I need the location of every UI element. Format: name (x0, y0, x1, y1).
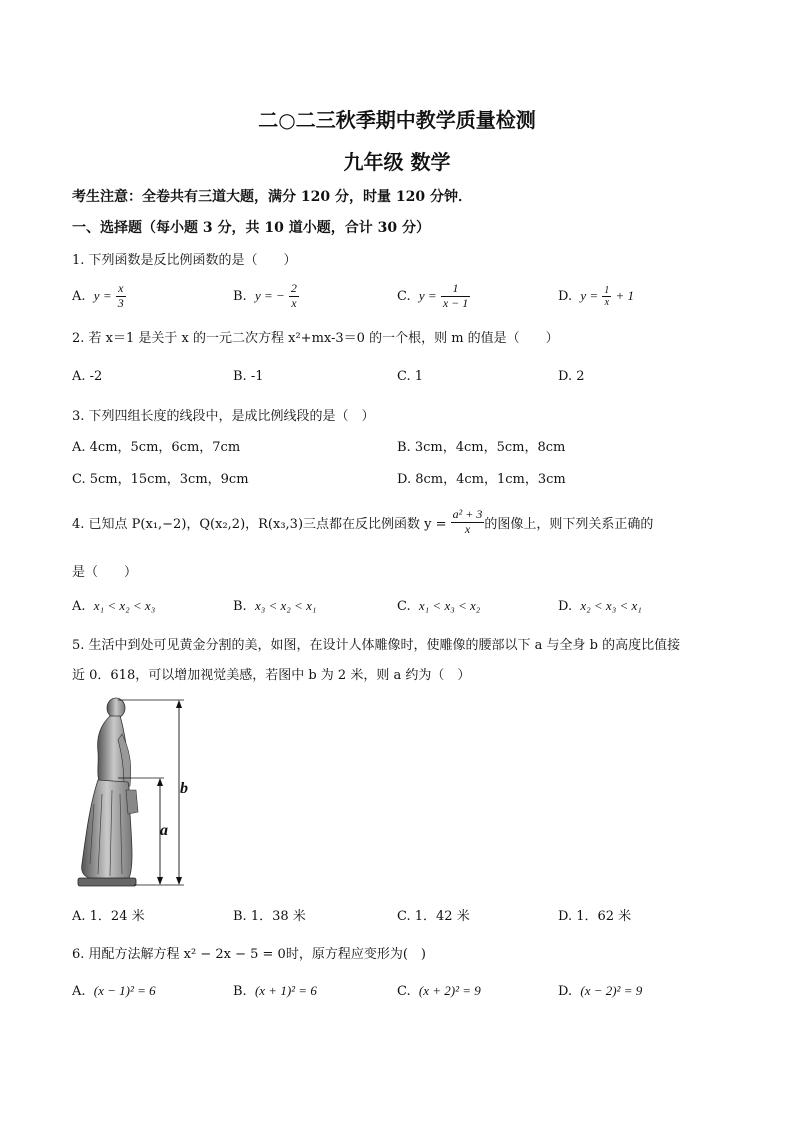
q6-option-d (558, 983, 642, 999)
section-heading: 一、选择题（每小题 3 分，共 10 道小题，合计 30 分） (72, 220, 430, 236)
q3-option-a: A. 4cm，5cm，6cm，7cm (72, 440, 241, 455)
exam-title: 二○二三秋季期中教学质量检测 (258, 108, 536, 132)
q2-option-d: D. 2 (558, 369, 585, 384)
math-rhs: + 1 (615, 288, 634, 303)
q4-option-d (558, 598, 642, 614)
frac-num: 1 (441, 282, 470, 296)
math-expr: (x + 1)² = 6 (254, 983, 317, 998)
q1-option-c (397, 276, 470, 316)
q6-option-a (72, 983, 156, 999)
frac-num: a² + 3 (452, 507, 483, 522)
question-3-stem: 3. 下列四组长度的线段中，是成比例线段的是（ ） (72, 409, 375, 424)
q2-option-c: C. 1 (397, 369, 424, 384)
statue-figure (72, 694, 202, 892)
q4-stem-part1: 4. 已知点 P(x₁,−2)，Q(x₂,2)，R(x₃,3)三点都在反比例函数 y = (72, 516, 447, 532)
q2-option-b: B. -1 (233, 369, 264, 384)
q1-option-d (558, 276, 634, 316)
q3-option-c: C. 5cm，15cm，3cm，9cm (72, 472, 249, 487)
q5-option-d: D. 1．62 米 (558, 909, 632, 924)
frac-num: x (116, 282, 126, 296)
option-label: A. (72, 599, 86, 614)
math-expr: x₁ < x₃ < x₂ (418, 598, 481, 613)
frac-den: x − 1 (442, 295, 469, 310)
math-lhs: y = − (254, 288, 285, 303)
option-label: D. (558, 288, 573, 304)
option-label: B. (233, 288, 247, 304)
option-label: C. (397, 984, 411, 999)
option-label: C. (397, 599, 411, 614)
question-6-stem: 6. 用配方法解方程 x² − 2x − 5 = 0时，原方程应变形为( ) (72, 947, 426, 962)
math-expr: (x − 1)² = 6 (93, 983, 156, 998)
exam-notice: 考生注意：全卷共有三道大题，满分 120 分，时量 120 分钟． (72, 189, 472, 205)
math-lhs: y = (418, 288, 437, 303)
math-expr: (x + 2)² = 9 (418, 983, 481, 998)
option-label: B. (233, 984, 247, 999)
q4-option-a (72, 598, 155, 614)
math-expr: x₃ < x₂ < x₁ (254, 598, 317, 613)
frac-num: 2 (290, 281, 297, 296)
q5-option-a: A. 1．24 米 (72, 909, 145, 924)
label-a: a (160, 822, 168, 839)
q4-option-c (397, 598, 480, 614)
q5-option-b: B. 1．38 米 (233, 909, 306, 924)
question-5-stem-line1: 5. 生活中到处可见黄金分割的美，如图，在设计人体雕像时，使雕像的腰部以下 a 与全身 b 的高度比值接 (72, 638, 681, 653)
q5-option-c: C. 1．42 米 (397, 909, 470, 924)
frac-den: x (464, 521, 471, 536)
q2-option-a: A. -2 (72, 369, 103, 384)
q6-option-c (397, 983, 481, 999)
math-lhs: y = (93, 288, 112, 303)
exam-subtitle: 九年级 数学 (343, 150, 451, 174)
option-label: A. (72, 984, 86, 999)
math-expr: x₂ < x₃ < x₁ (580, 598, 642, 613)
q4-option-b (233, 598, 316, 614)
math-expr: x₁ < x₂ < x₃ (93, 598, 156, 613)
q1-option-a (72, 276, 126, 316)
label-b: b (180, 780, 188, 797)
question-2-stem: 2. 若 x＝1 是关于 x 的一元二次方程 x²+mx-3＝0 的一个根，则 m 的值是（ ） (72, 331, 559, 346)
q3-option-d: D. 8cm，4cm，1cm，3cm (397, 472, 566, 487)
frac-num: 1 (604, 284, 610, 296)
q4-stem-part2: 的图像上，则下列关系正确的 (484, 516, 654, 532)
math-expr: (x − 2)² = 9 (580, 983, 643, 998)
option-label: A. (72, 288, 86, 304)
option-label: D. (558, 599, 573, 614)
option-label: C. (397, 288, 411, 304)
question-5-stem-line2: 近 0．618，可以增加视觉美感，若图中 b 为 2 米，则 a 约为（ ） (72, 668, 471, 683)
q1-option-b (233, 276, 299, 316)
math-lhs: y = (580, 288, 599, 303)
question-4-stem-line2: 是（ ） (72, 565, 138, 580)
question-4-stem (72, 500, 653, 544)
question-1-stem: 1. 下列函数是反比例函数的是（ ） (72, 253, 297, 268)
option-label: B. (233, 599, 247, 614)
q6-option-b (233, 983, 317, 999)
frac-den: x (604, 296, 610, 308)
frac-den: x (291, 295, 297, 310)
q3-option-b: B. 3cm，4cm，5cm，8cm (397, 440, 566, 455)
option-label: D. (558, 984, 573, 999)
frac-den: 3 (117, 295, 124, 310)
